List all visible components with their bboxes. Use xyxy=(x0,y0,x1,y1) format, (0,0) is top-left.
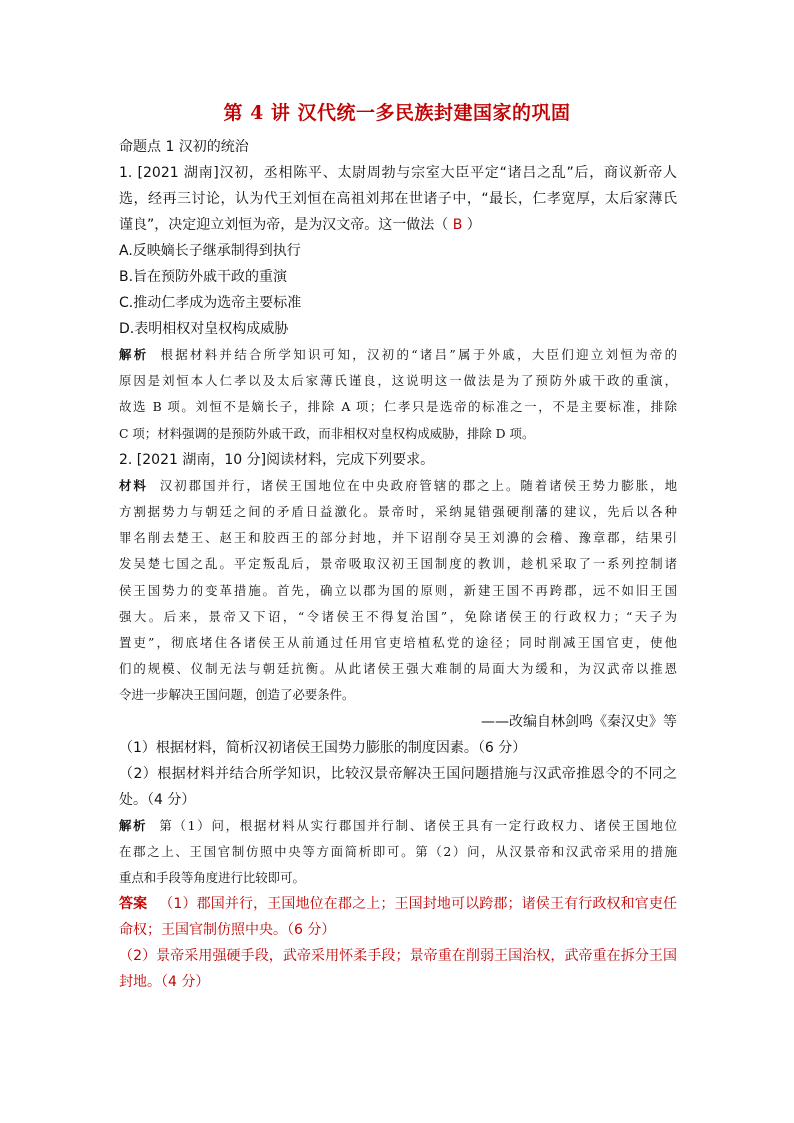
q2-material-line: 罪名削去楚王、赵王和胶西王的部分封地，并下诏削夺吴王刘濞的会稽、豫章郡，结果引 xyxy=(119,530,677,546)
q1-analysis-line xyxy=(119,342,677,368)
q2-requirement-2: （2）根据材料并结合所学知识，比较汉景帝解决王国问题措施与汉武帝推恩令的不同之 xyxy=(119,765,677,782)
q2-answer-line: 封地。（4 分） xyxy=(119,974,210,991)
q2-material-line: 置吏”，彻底堵住各诸侯王从前通过任用官吏培植私党的途径；同时削减王国官吏，使他 xyxy=(119,635,677,651)
page-title: 第 4 讲 汉代统一多民族封建国家的巩固 xyxy=(223,102,571,124)
analysis-label: 解析 xyxy=(119,817,148,833)
q1-option-c: C.推动仁孝成为选帝主要标准 xyxy=(119,295,302,311)
document-body xyxy=(119,134,677,995)
q2-material-line: 发吴楚七国之乱。平定叛乱后，景帝吸取汉初王国制度的教训，趁机采取了一系列控制诸 xyxy=(119,556,677,572)
q2-material-line: 强大。后来，景帝又下诏，“令诸侯王不得复治国”，免除诸侯王的行政权力；“天子为 xyxy=(119,608,677,624)
q2-answer-line: 命权；王国官制仿照中央。（6 分） xyxy=(119,922,336,939)
q1-stem-close: ） xyxy=(462,217,481,233)
analysis-text: 第（1）问，根据材料从实行郡国并行制、诸侯王具有一定行政权力、诸侯王国地位 xyxy=(159,817,677,833)
q2-analysis-line: 重点和手段等角度进行比较即可。 xyxy=(119,870,305,886)
q2-material-line: 们的规模、仪制无法与朝廷抗衡。从此诸侯王强大难制的局面大为缓和，为汉武帝以推恩 xyxy=(119,661,677,677)
q1-option-d: D.表明相权对皇权构成威胁 xyxy=(119,321,289,337)
material-text: 汉初郡国并行，诸侯王国地位在中央政府管辖的郡之上。随着诸侯王势力膨胀，地 xyxy=(159,477,677,493)
q1-analysis-line: C 项；材料强调的是预防外戚干政，而非相权对皇权构成威胁，排除 D 项。 xyxy=(119,425,535,441)
analysis-label: 解析 xyxy=(119,347,149,362)
q2-material-line: 令进一步解决王国问题，创造了必要条件。 xyxy=(119,687,355,703)
q2-answer-line xyxy=(119,891,677,917)
q1-analysis-line: 原因是刘恒本人仁孝以及太后家薄氏谨良，这说明这一做法是为了预防外戚干政的重演， xyxy=(119,373,677,389)
q1-option-a: A.反映嫡长子继承制得到执行 xyxy=(119,243,301,259)
q1-stem-line: 1. [2021 湖南]汉初，丞相陈平、太尉周勃与宗室大臣平定“诸吕之乱”后，商议新帝人 xyxy=(119,165,677,181)
q2-material-line: 侯王国势力的变革措施。首先，确立以郡为国的原则，新建王国不再跨郡，远不如旧王国 xyxy=(119,582,677,598)
q1-stem-text: 谨良”，决定迎立刘恒为帝，是为汉文帝。这一做法（ xyxy=(119,217,453,233)
q1-option-b: B.旨在预防外戚干政的重演 xyxy=(119,269,288,285)
q1-stem-line: 选，经再三讨论，认为代王刘恒在高祖刘邦在世诸子中，“最长，仁孝宽厚，太后家薄氏 xyxy=(119,191,677,207)
analysis-text: 根据材料并结合所学知识可知，汉初的“诸吕”属于外戚，大臣们迎立刘恒为帝的 xyxy=(160,347,677,362)
q1-stem-line xyxy=(119,212,677,238)
q1-analysis-line: 故选 B 项。刘恒不是嫡长子，排除 A 项；仁孝只是选帝的标准之一，不是主要标准，排除 xyxy=(119,399,677,415)
section-heading: 命题点 1 汉初的统治 xyxy=(119,139,249,155)
answer-text: （1）郡国并行，王国地位在郡之上；王国封地可以跨郡；诸侯王有行政权和官吏任 xyxy=(159,896,677,913)
material-source: ——改编自林剑鸣《秦汉史》等 xyxy=(481,713,677,730)
q2-analysis-line xyxy=(119,813,677,839)
q2-requirement-1: （1）根据材料，简析汉初诸侯王国势力膨胀的制度因素。（6 分） xyxy=(119,739,527,756)
q2-material-line xyxy=(119,473,677,499)
q2-stem: 2. [2021 湖南，10 分]阅读材料，完成下列要求。 xyxy=(119,451,435,468)
q1-answer: B xyxy=(452,217,463,233)
q2-analysis-line: 在郡之上、王国官制仿照中央等方面简析即可。第（2）问，从汉景帝和汉武帝采用的措施 xyxy=(119,843,677,859)
answer-label: 答案 xyxy=(119,896,148,913)
q2-answer-line: （2）景帝采用强硬手段，武帝采用怀柔手段；景帝重在削弱王国治权，武帝重在拆分王国 xyxy=(119,948,677,965)
q2-material-line: 方割据势力与朝廷之间的矛盾日益激化。景帝时，采纳晁错强硬削藩的建议，先后以各种 xyxy=(119,504,677,520)
q2-requirement-2: 处。（4 分） xyxy=(119,791,196,808)
material-label: 材料 xyxy=(119,477,148,493)
